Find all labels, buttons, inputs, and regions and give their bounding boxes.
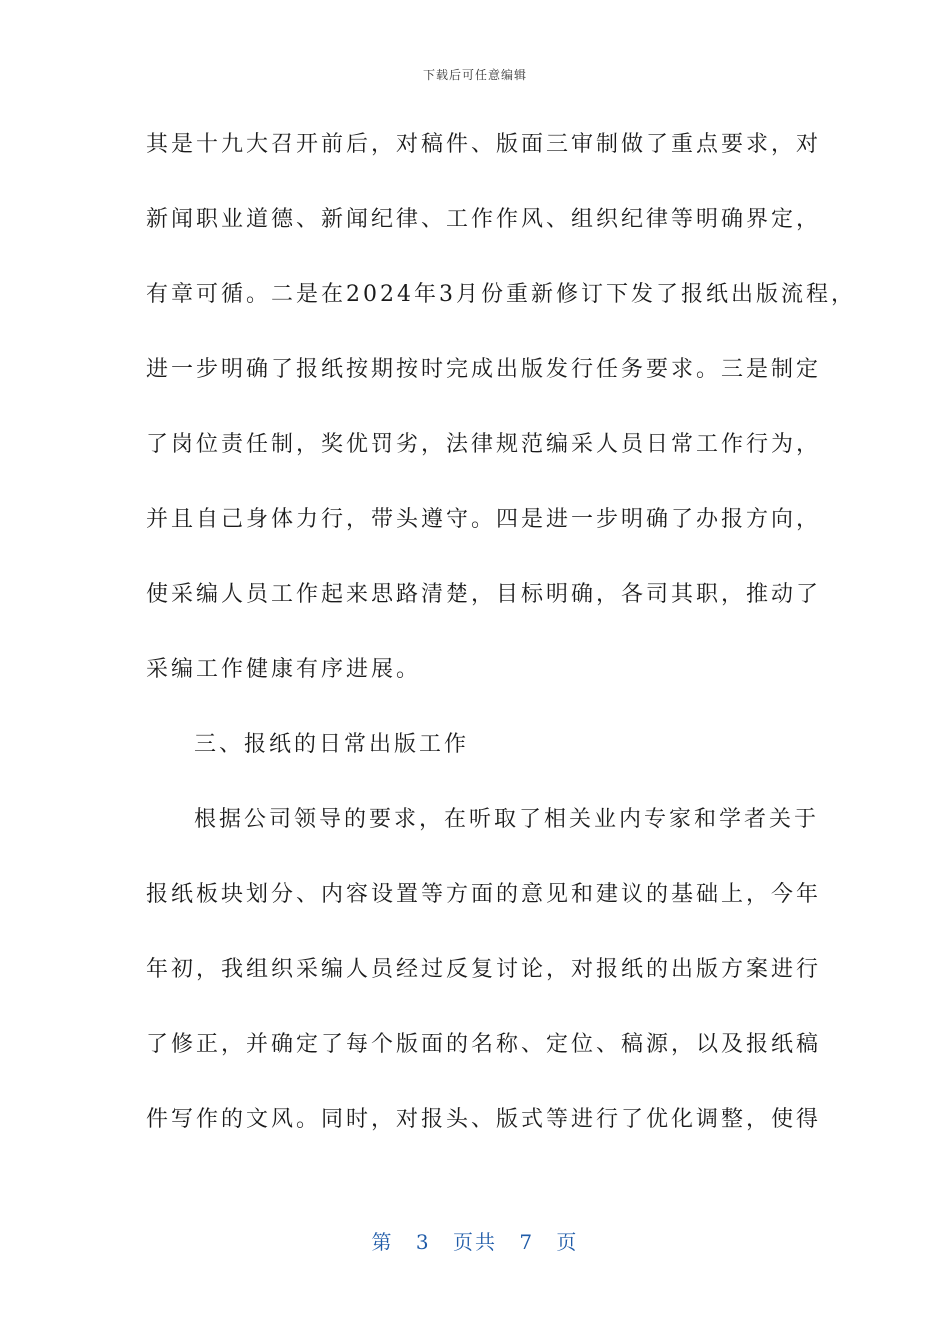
text-line: 采编工作健康有序进展。 (146, 657, 422, 682)
section-heading: 三、报纸的日常出版工作 (194, 732, 470, 757)
page-number: 第 3 页共 7 页 (371, 1230, 579, 1254)
text-line: 了岗位责任制，奖优罚劣，法律规范编采人员日常工作行为， (146, 432, 822, 457)
text-line: 其是十九大召开前后，对稿件、版面三审制做了重点要求，对 (146, 132, 822, 157)
text-line: 进一步明确了报纸按期按时完成出版发行任务要求。三是制定 (146, 357, 822, 382)
text-line: 年初，我组织采编人员经过反复讨论，对报纸的出版方案进行 (146, 957, 822, 982)
text-line: 了修正，并确定了每个版面的名称、定位、稿源，以及报纸稿 (146, 1032, 822, 1057)
text-line: 有章可循。二是在2024年3月份重新修订下发了报纸出版流程， (146, 282, 856, 307)
header-note: 下载后可任意编辑 (422, 68, 527, 82)
text-line: 根据公司领导的要求，在听取了相关业内专家和学者关于 (194, 807, 820, 832)
text-line: 件写作的文风。同时，对报头、版式等进行了优化调整，使得 (146, 1107, 822, 1132)
text-line: 新闻职业道德、新闻纪律、工作作风、组织纪律等明确界定， (146, 207, 822, 232)
document-body (146, 126, 856, 1176)
text-line: 并且自己身体力行，带头遵守。四是进一步明确了办报方向， (146, 507, 822, 532)
text-line: 使采编人员工作起来思路清楚，目标明确，各司其职，推动了 (146, 582, 822, 607)
text-line: 报纸板块划分、内容设置等方面的意见和建议的基础上，今年 (146, 882, 822, 907)
